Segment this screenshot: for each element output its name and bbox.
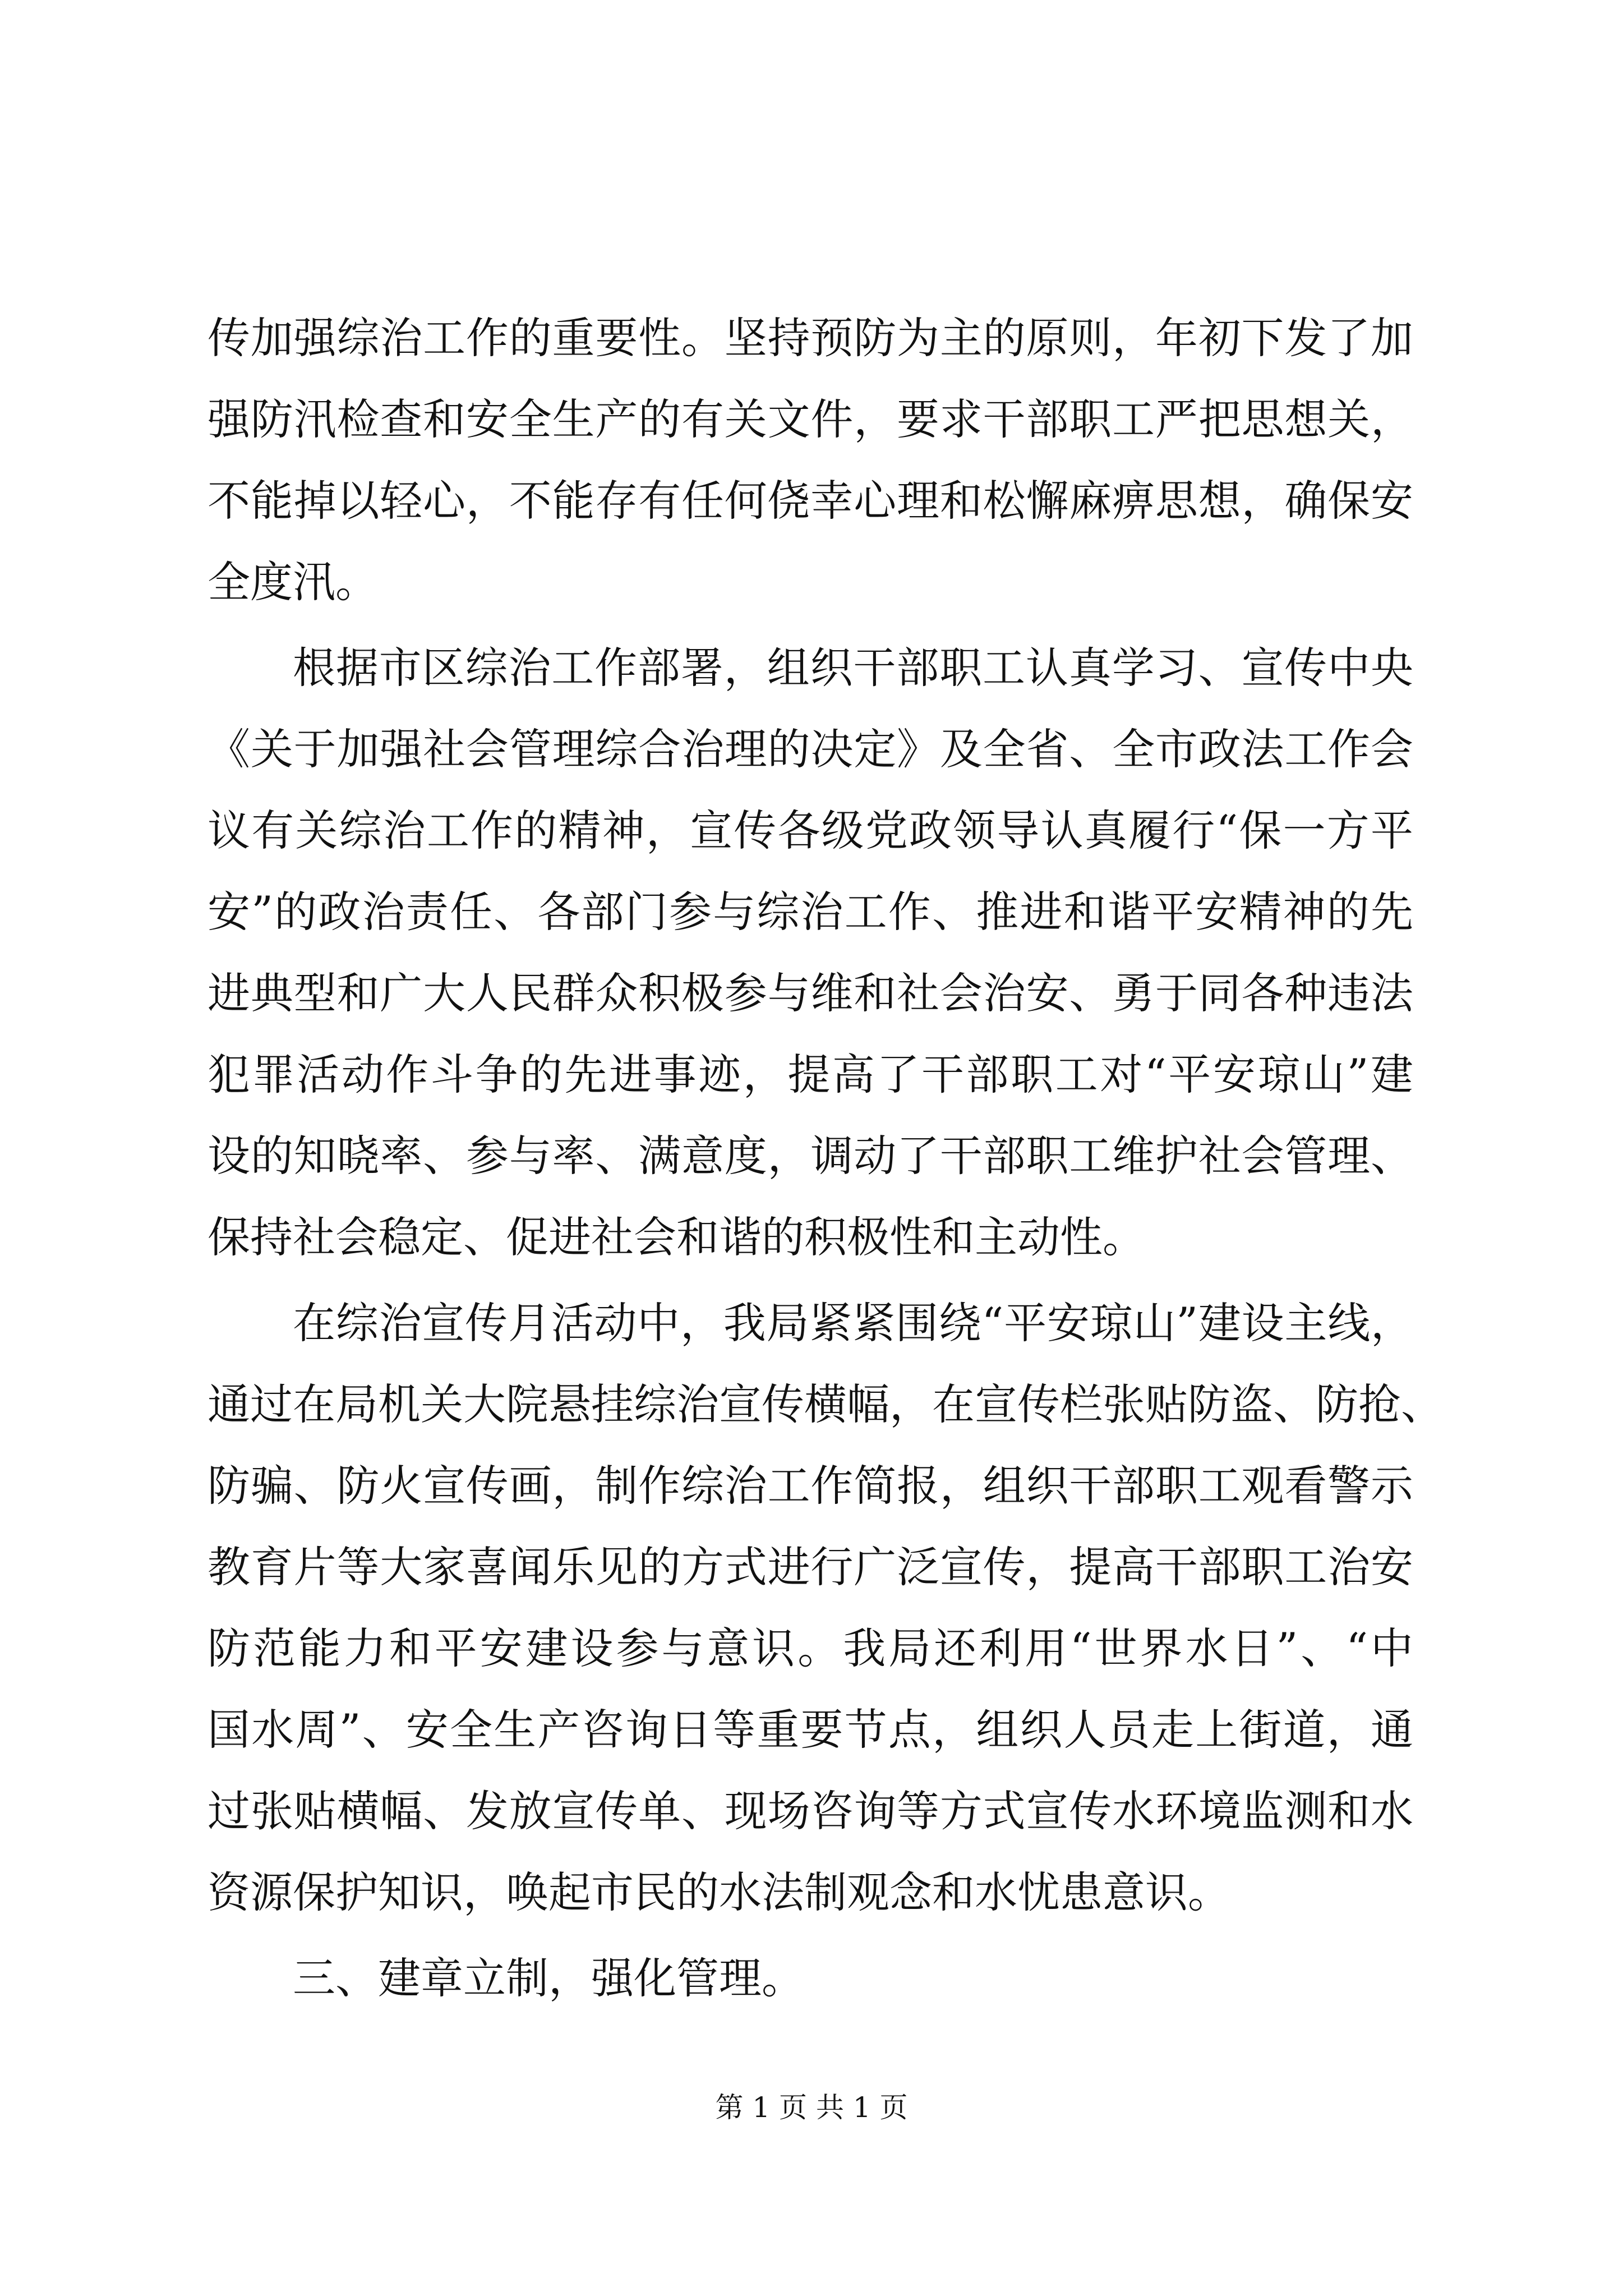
paragraph-3 [208, 1282, 1444, 1933]
paragraph-line: 议有关综治工作的精神，宣传各级党政领导认真履行“保一方平 [208, 806, 1413, 855]
paragraph-line: 进典型和广大人民群众积极参与维和社会治安、勇于同各种违法 [208, 968, 1413, 1018]
page-number-label: 第 1 页 共 1 页 [715, 2091, 908, 2124]
paragraph-line: 《关于加强社会管理综合治理的决定》及全省、全市政法工作会 [208, 724, 1413, 774]
paragraph-gap [208, 1278, 1413, 1282]
paragraph-line: 国水周”、安全生产咨询日等重要节点，组织人员走上街道，通 [208, 1705, 1413, 1755]
paragraph-line: 防骗、防火宣传画，制作综治工作简报，组织干部职工观看警示 [208, 1461, 1413, 1511]
paragraph-line: 根据市区综治工作部署，组织干部职工认真学习、宣传中央 [293, 643, 1413, 693]
paragraph-1 [208, 297, 1413, 623]
paragraph-line: 资源保护知识，唤起市民的水法制观念和水忧患意识。 [208, 1867, 1230, 1917]
paragraph-line: 在综治宣传月活动中，我局紧紧围绕“平安琼山”建设主线， [293, 1298, 1413, 1348]
paragraph-2 [208, 627, 1413, 1278]
paragraph-line: 设的知晓率、参与率、满意度，调动了干部职工维护社会管理、 [208, 1131, 1413, 1181]
page-footer [0, 2088, 1623, 2127]
paragraph-line: 教育片等大家喜闻乐见的方式进行广泛宣传，提高干部职工治安 [208, 1542, 1413, 1592]
paragraph-line: 全度汛。 [208, 557, 378, 607]
paragraph-gap [208, 1933, 1413, 1938]
document-body [208, 297, 1444, 2019]
paragraph-line: 保持社会稳定、促进社会和谐的积极性和主动性。 [208, 1212, 1145, 1262]
paragraph-gap [208, 623, 1413, 627]
paragraph-line: 安”的政治责任、各部门参与综治工作、推进和谐平安精神的先 [208, 887, 1413, 937]
paragraph-line: 过张贴横幅、发放宣传单、现场咨询等方式宣传水环境监测和水 [208, 1786, 1413, 1836]
paragraph-line: 通过在局机关大院悬挂综治宣传横幅，在宣传栏张贴防盗、防抢、 [208, 1379, 1444, 1429]
section-heading [208, 1938, 1413, 2019]
section-heading-text: 三、建章立制，强化管理。 [293, 1953, 804, 2003]
paragraph-line: 不能掉以轻心，不能存有任何侥幸心理和松懈麻痹思想，确保安 [208, 476, 1413, 526]
paragraph-line: 犯罪活动作斗争的先进事迹，提高了干部职工对“平安琼山”建 [208, 1050, 1413, 1099]
paragraph-line: 防范能力和平安建设参与意识。我局还利用“世界水日”、“中 [208, 1623, 1413, 1673]
paragraph-line: 强防汛检查和安全生产的有关文件，要求干部职工严把思想关， [208, 394, 1413, 444]
paragraph-line: 传加强综治工作的重要性。坚持预防为主的原则，年初下发了加 [208, 313, 1413, 363]
